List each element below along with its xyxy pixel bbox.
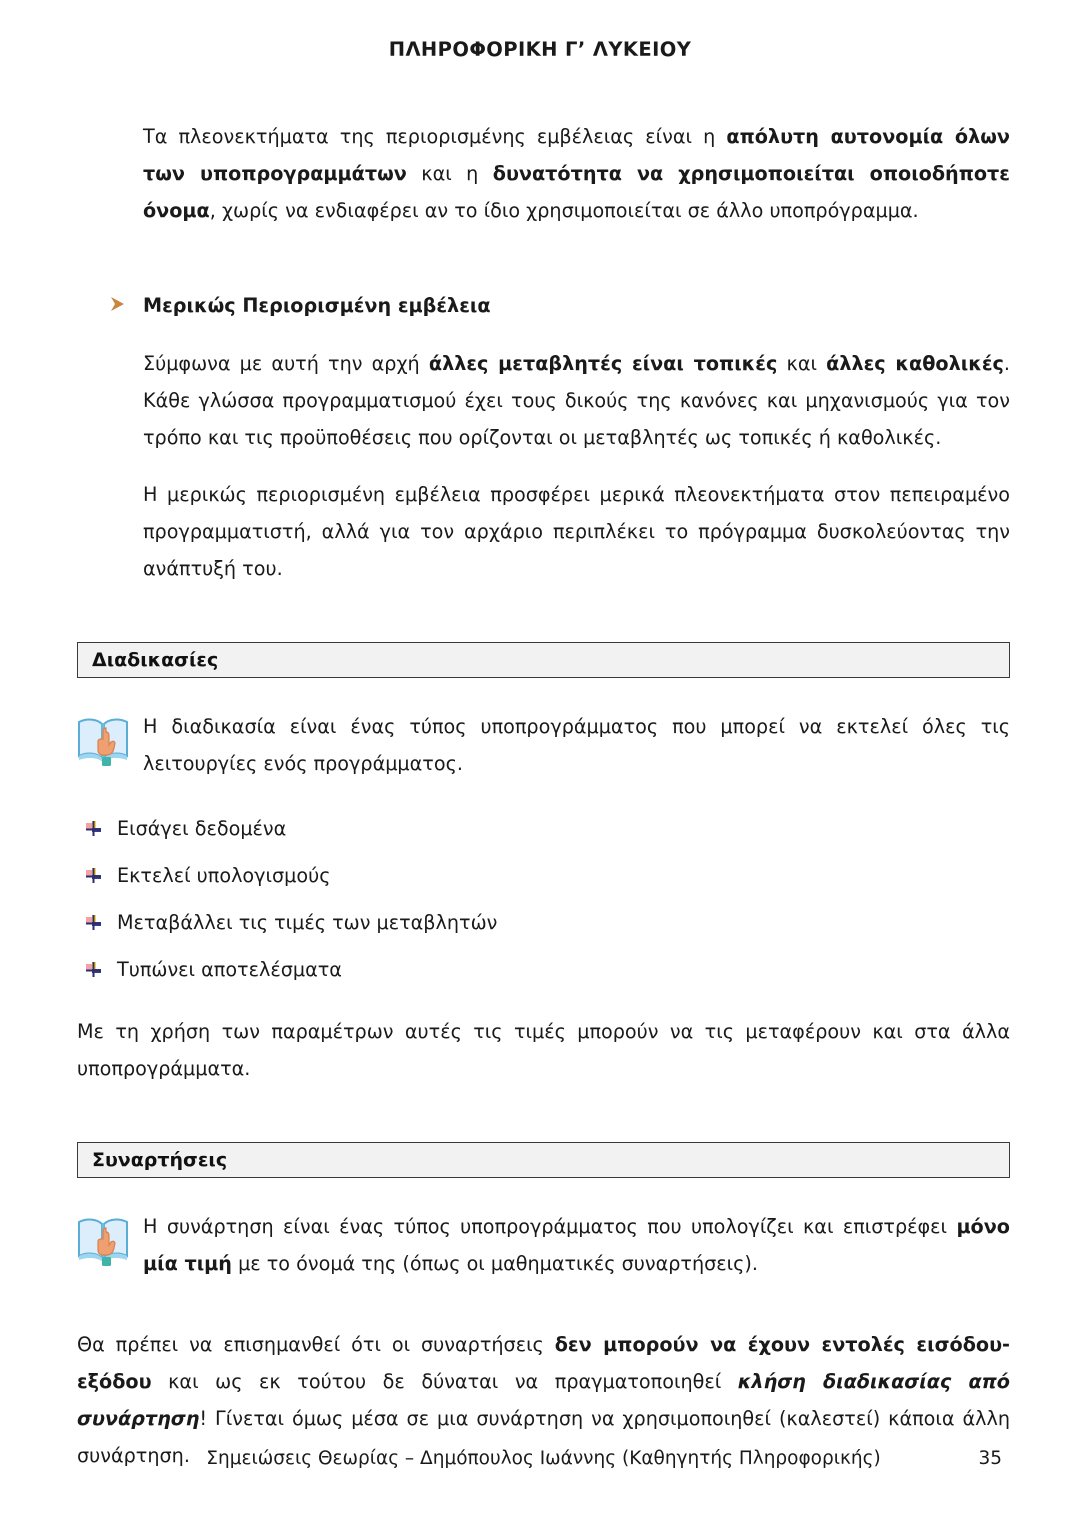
section-title-procedures: Διαδικασίες — [92, 649, 219, 671]
partial-scope-paragraph-1 — [143, 345, 1010, 456]
p1-part1: Σύμφωνα με αυτή την αρχή — [143, 352, 429, 375]
intro-text-part2: και η — [406, 162, 493, 185]
header-title: ΠΛΗΡΟΦΟΡΙΚΗ Γ’ ΛΥΚΕΙΟΥ — [388, 38, 692, 61]
p1-bold-1: άλλες μεταβλητές είναι τοπικές — [428, 352, 778, 375]
arrow-bullet-item — [77, 291, 1010, 321]
section-header-functions — [77, 1142, 1010, 1178]
fn-note-part2: με το όνομά της (όπως οι μαθηματικές συναρτήσεις). — [231, 1252, 758, 1275]
list-item — [77, 816, 1010, 842]
list-item-label: Τυπώνει αποτελέσματα — [117, 958, 342, 981]
open-book-hand-icon — [75, 1210, 131, 1268]
intro-paragraph — [143, 118, 1010, 229]
intro-text-part1: Τα πλεονεκτήματα της περιορισμένης εμβέλειας είναι η — [143, 125, 727, 148]
procedures-closing-paragraph: Με τη χρήση των παραμέτρων αυτές τις τιμές μπορούν να τις μεταφέρουν και στα άλλα υποπρογράμματα. — [77, 1020, 1010, 1080]
list-item — [77, 863, 1010, 889]
page-number: 35 — [978, 1448, 1002, 1469]
intro-text-part3: , χωρίς να ενδιαφέρει αν το ίδιο χρησιμοποιείται σε άλλο υποπρόγραμμα. — [209, 199, 919, 222]
fn-part2: και ως εκ τούτου δε δύναται να πραγματοποιηθεί — [151, 1370, 738, 1393]
arrow-bullet-icon — [109, 296, 131, 316]
page-footer — [77, 1448, 1010, 1469]
footer-text: Σημειώσεις Θεωρίας – Δημόπουλος Ιωάννης (Καθηγητής Πληροφορικής) — [206, 1448, 881, 1469]
list-item-label: Εκτελεί υπολογισμούς — [117, 864, 331, 887]
section-header-procedures — [77, 642, 1010, 678]
open-book-hand-icon — [75, 710, 131, 768]
procedures-note-text: Η διαδικασία είναι ένας τύπος υποπρογράμματος που μπορεί να εκτελεί όλες τις λειτουργίες ενός προγράμματος. — [143, 715, 1010, 775]
fn-part1: Θα πρέπει να επισημανθεί ότι οι συναρτήσεις — [77, 1333, 555, 1356]
procedures-note-block — [77, 708, 1010, 782]
fn-part3: ! Γίνεται όμως μέσα σε μια συνάρτηση να χρησιμοποιηθεί (καλεστεί) κάποια άλλη συνάρτηση. — [77, 1407, 1010, 1467]
intro-bold-2: δυνατότητα να χρησιμοποιείται οποιοδήποτε όνομα — [143, 162, 1010, 222]
plus-bullet-icon — [85, 866, 103, 884]
plus-bullet-icon — [85, 960, 103, 978]
functions-note-text — [143, 1208, 1010, 1282]
fn-bolditalic-1: κλήση διαδικασίας από συνάρτηση — [77, 1370, 1010, 1430]
arrow-bullet-heading: Μερικώς Περιορισμένη εμβέλεια — [143, 294, 491, 317]
fn-bold-1: δεν μπορούν να έχουν εντολές εισόδου-εξόδου — [77, 1333, 1010, 1393]
list-item-label: Εισάγει δεδομένα — [117, 817, 287, 840]
p1-bold-2: άλλες καθολικές — [826, 352, 1004, 375]
page-header — [0, 38, 1080, 61]
list-item — [77, 910, 1010, 936]
plus-bullet-icon — [85, 913, 103, 931]
fn-note-bold-1: μόνο μία τιμή — [143, 1215, 1010, 1275]
page-content — [77, 118, 1010, 1474]
section-title-functions: Συναρτήσεις — [92, 1149, 228, 1171]
p1-part2: και — [777, 352, 827, 375]
functions-note-block — [77, 1208, 1010, 1282]
procedures-list — [77, 816, 1010, 983]
intro-bold-1: απόλυτη αυτονομία όλων των υποπρογραμμάτων — [143, 125, 1010, 185]
fn-note-part1: Η συνάρτηση είναι ένας τύπος υποπρογράμματος που υπολογίζει και επιστρέφει — [143, 1215, 957, 1238]
plus-bullet-icon — [85, 819, 103, 837]
partial-scope-paragraph-2: Η μερικώς περιορισμένη εμβέλεια προσφέρει μερικά πλεονεκτήματα στον πεπειραμένο προγραμματιστή, αλλά για τον αρχάριο περιπλέκει το πρόγραμμα δυσκολεύοντας την ανάπτυξή του. — [143, 483, 1010, 580]
list-item — [77, 957, 1010, 983]
list-item-label: Μεταβάλλει τις τιμές των μεταβλητών — [117, 911, 498, 934]
p1-part3: . Κάθε γλώσσα προγραμματισμού έχει τους δικούς της κανόνες και μηχανισμούς για τον τρόπο και τις προϋποθέσεις που ορίζονται οι μεταβλητές ως τοπικές ή καθολικές. — [143, 352, 1010, 449]
